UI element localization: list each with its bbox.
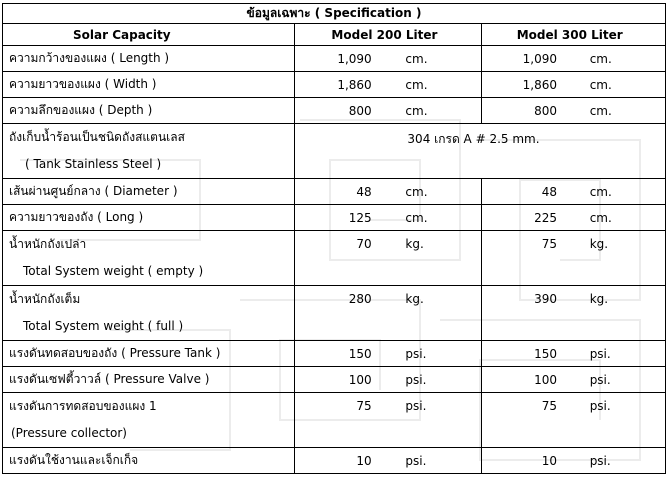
row-label [3,393,295,448]
row-label-line: ความลึกของแผง ( Depth ) [9,103,153,117]
model-300-value-cell [481,367,665,393]
spec-value: 75 [541,399,557,413]
spec-unit: cm. [405,78,428,92]
table-row [3,72,666,98]
spec-value: 75 [356,399,372,413]
row-label-line: Total System weight ( empty ) [23,264,204,278]
spec-value: 100 [534,373,557,387]
model-300-value-cell [481,286,665,341]
model-200-value-cell [295,393,481,448]
spec-value: 75 [541,237,557,251]
row-label-line: แรงดันทดสอบของถัง ( Pressure Tank ) [9,346,221,360]
model-300-value-cell [481,46,665,72]
spec-value: 390 [534,292,557,306]
spec-unit: cm. [405,52,428,66]
spec-unit: cm. [589,185,612,199]
row-label [3,448,295,474]
row-label-line: Total System weight ( full ) [23,319,184,333]
spec-unit: psi. [405,373,427,387]
row-label-line: ความกว้างของแผง ( Length ) [9,51,170,65]
row-label-line: น้ำหนักถังเปล่า [9,237,87,251]
model-200-value-cell [295,205,481,231]
header-solar-capacity: Solar Capacity [3,24,295,46]
row-label-line: ( Tank Stainless Steel ) [25,157,162,171]
spec-unit: psi. [589,454,611,468]
spec-unit: psi. [589,373,611,387]
spec-value: 125 [348,211,372,225]
row-label-line: ความยาวของแผง ( Width ) [9,77,157,91]
spec-value: 1,090 [522,52,557,66]
spec-value: 150 [534,347,557,361]
spec-unit: kg. [589,237,609,251]
model-200-value-cell [295,231,481,286]
model-200-value-cell [295,448,481,474]
row-label [3,367,295,393]
table-row [3,98,666,124]
spec-unit: psi. [405,454,427,468]
header-row [3,24,666,46]
model-300-value-cell [481,341,665,367]
spec-value: 10 [541,454,557,468]
header-model-300: Model 300 Liter [481,24,665,46]
spec-value: 48 [356,185,372,199]
spec-unit: psi. [405,399,427,413]
model-200-value-cell [295,72,481,98]
spec-value: 48 [541,185,557,199]
row-label-line: แรงดันเซฟตี้วาวล์ ( Pressure Valve ) [9,372,210,386]
spec-unit: cm. [405,104,428,118]
spec-value: 1,860 [522,78,557,92]
model-200-value-cell [295,341,481,367]
row-label-line: น้ำหนักถังเต็ม [9,292,81,306]
spec-value: 1,860 [337,78,372,92]
specification-table [2,3,666,474]
spec-unit: cm. [589,211,612,225]
table-row [3,393,666,448]
model-200-value-cell [295,286,481,341]
row-label [3,231,295,286]
spec-unit: cm. [589,78,612,92]
row-label [3,46,295,72]
spec-value: 100 [348,373,372,387]
model-200-value-cell [295,46,481,72]
row-label [3,72,295,98]
spec-unit: kg. [405,237,424,251]
model-200-value-cell [295,98,481,124]
spec-value: 800 [534,104,557,118]
spec-unit: cm. [589,104,612,118]
spec-value: 150 [348,347,372,361]
spec-unit: psi. [589,399,611,413]
spec-unit: psi. [405,347,427,361]
table-row [3,179,666,205]
table-row [3,231,666,286]
spec-unit: cm. [405,211,428,225]
spec-value: 280 [348,292,372,306]
model-300-value-cell [481,231,665,286]
spec-value: 225 [534,211,557,225]
table-row [3,46,666,72]
row-label [3,341,295,367]
table-row [3,341,666,367]
spec-value: 800 [348,104,372,118]
table-row [3,205,666,231]
spec-value: 1,090 [337,52,372,66]
tank-spec-value: 304 เกรด A # 2.5 mm. [295,124,666,179]
row-label-line: เส้นผ่านศูนย์กลาง ( Diameter ) [9,184,178,198]
model-300-value-cell [481,393,665,448]
table-row [3,124,666,179]
model-300-value-cell [481,179,665,205]
spec-value: 70 [356,237,372,251]
row-label-line: ถังเก็บน้ำร้อนเป็นชนิดถังสแตนเลส [9,130,185,144]
spec-unit: psi. [589,347,611,361]
row-label [3,205,295,231]
row-label-line: ความยาวของถัง ( Long ) [9,210,144,224]
table-title: ข้อมูลเฉพาะ ( Specification ) [3,4,666,24]
row-label-line: (Pressure collector) [11,426,127,440]
header-model-200: Model 200 Liter [295,24,481,46]
row-label [3,179,295,205]
table-row [3,367,666,393]
spec-unit: cm. [589,52,612,66]
model-300-value-cell [481,448,665,474]
spec-unit: cm. [405,185,428,199]
table-row [3,286,666,341]
row-label-line: แรงดันการทดสอบของแผง 1 [9,399,157,413]
model-200-value-cell [295,367,481,393]
model-300-value-cell [481,72,665,98]
model-300-value-cell [481,205,665,231]
row-label-line: แรงดันใช้งานและเจ็กเก็จ [9,453,139,467]
spec-unit: kg. [405,292,424,306]
row-label [3,124,295,179]
spec-unit: kg. [589,292,609,306]
spec-value: 10 [356,454,372,468]
table-row [3,448,666,474]
model-300-value-cell [481,98,665,124]
row-label [3,98,295,124]
model-200-value-cell [295,179,481,205]
row-label [3,286,295,341]
